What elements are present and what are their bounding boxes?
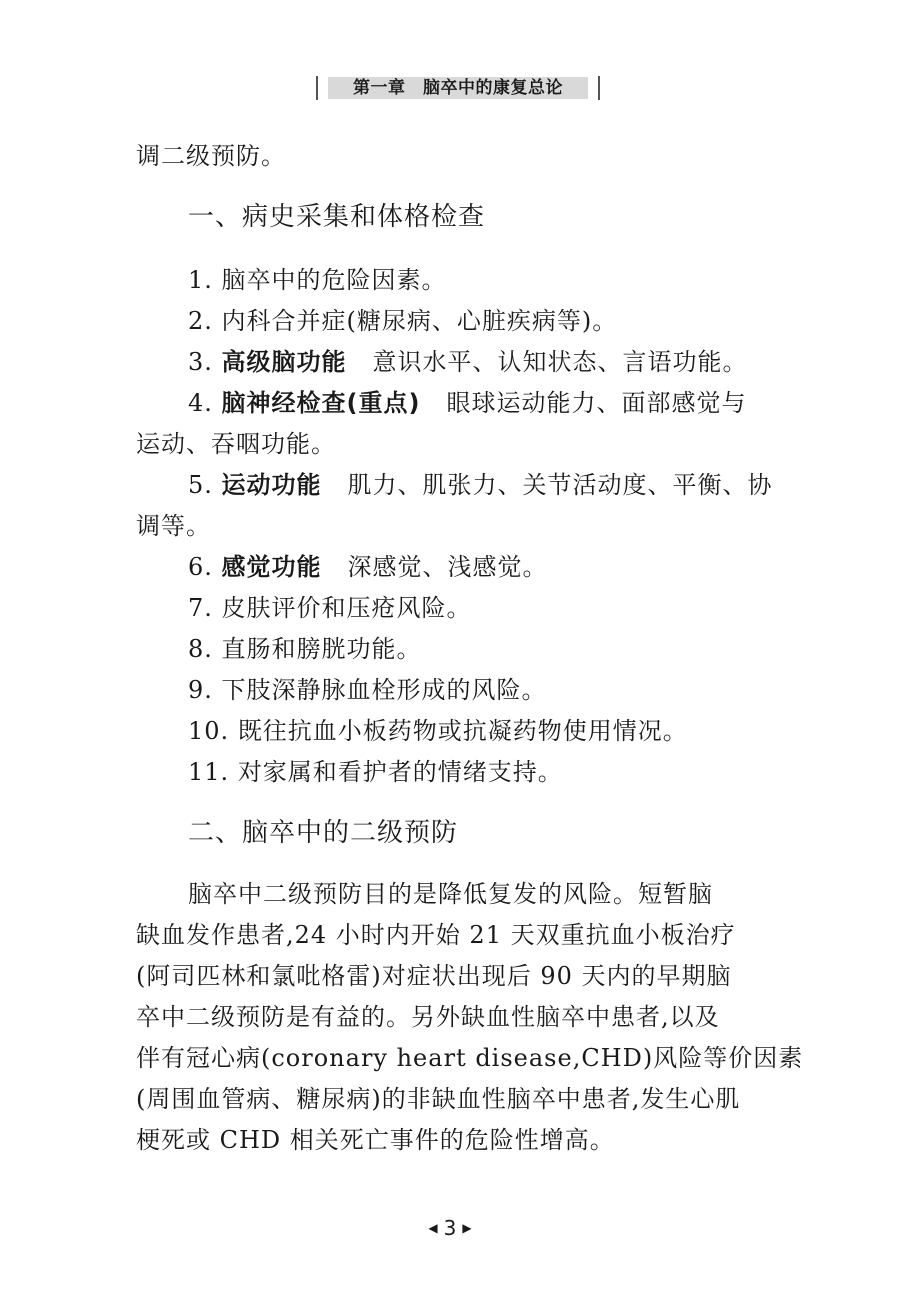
paragraph-line: 卒中二级预防是有益的。另外缺血性脑卒中患者,以及 (136, 1003, 720, 1031)
section-heading-history: 一、病史采集和体格检查 (188, 202, 486, 232)
chapter-title: 第一章 脑卒中的康复总论 (328, 77, 588, 99)
list-item: 9. 下肢深静脉血栓形成的风险。 (188, 676, 547, 704)
left-triangle-icon: ◀ (428, 1221, 438, 1235)
list-item: 2. 内科合并症(糖尿病、心脏疾病等)。 (188, 307, 618, 335)
right-triangle-icon: ▶ (462, 1221, 472, 1235)
paragraph-line: (阿司匹林和氯吡格雷)对症状出现后 90 天内的早期脑 (136, 962, 732, 990)
item-keyword: 感觉功能 (221, 553, 322, 581)
page-footer (0, 1216, 900, 1240)
header-left-rule (316, 76, 318, 100)
list-item-continuation: 运动、吞咽功能。 (136, 430, 336, 458)
list-item-continuation: 调等。 (136, 512, 211, 540)
paragraph-line: 伴有冠心病(coronary heart disease,CHD)风险等价因素 (136, 1044, 804, 1072)
list-item: 3. 高级脑功能 意识水平、认知状态、言语功能。 (188, 348, 748, 376)
paragraph-line: 缺血发作患者,24 小时内开始 21 天双重抗血小板治疗 (136, 921, 736, 949)
list-item: 8. 直肠和膀胱功能。 (188, 635, 422, 663)
running-header (316, 74, 600, 104)
item-keyword: 高级脑功能 (221, 348, 347, 376)
header-right-rule (598, 76, 600, 100)
item-keyword: 脑神经检查(重点) (221, 389, 421, 417)
list-item: 11. 对家属和看护者的情绪支持。 (188, 758, 563, 786)
section-heading-prevention: 二、脑卒中的二级预防 (188, 818, 459, 848)
list-item: 4. 脑神经检查(重点) 眼球运动能力、面部感觉与 (188, 389, 747, 417)
list-item: 10. 既往抗血小板药物或抗凝药物使用情况。 (188, 717, 688, 745)
paragraph-line: (周围血管病、糖尿病)的非缺血性脑卒中患者,发生心肌 (136, 1085, 741, 1113)
page-number: 3 (443, 1216, 457, 1240)
item-keyword: 运动功能 (221, 471, 322, 499)
paragraph-line: 梗死或 CHD 相关死亡事件的危险性增高。 (136, 1126, 615, 1154)
paragraph-line: 脑卒中二级预防目的是降低复发的风险。短暂脑 (188, 880, 713, 908)
list-item: 7. 皮肤评价和压疮风险。 (188, 594, 472, 622)
list-item: 5. 运动功能 肌力、肌张力、关节活动度、平衡、协 (188, 471, 773, 499)
list-item: 6. 感觉功能 深感觉、浅感觉。 (188, 553, 548, 581)
carry-over-line: 调二级预防。 (136, 142, 286, 170)
list-item: 1. 脑卒中的危险因素。 (188, 266, 447, 294)
